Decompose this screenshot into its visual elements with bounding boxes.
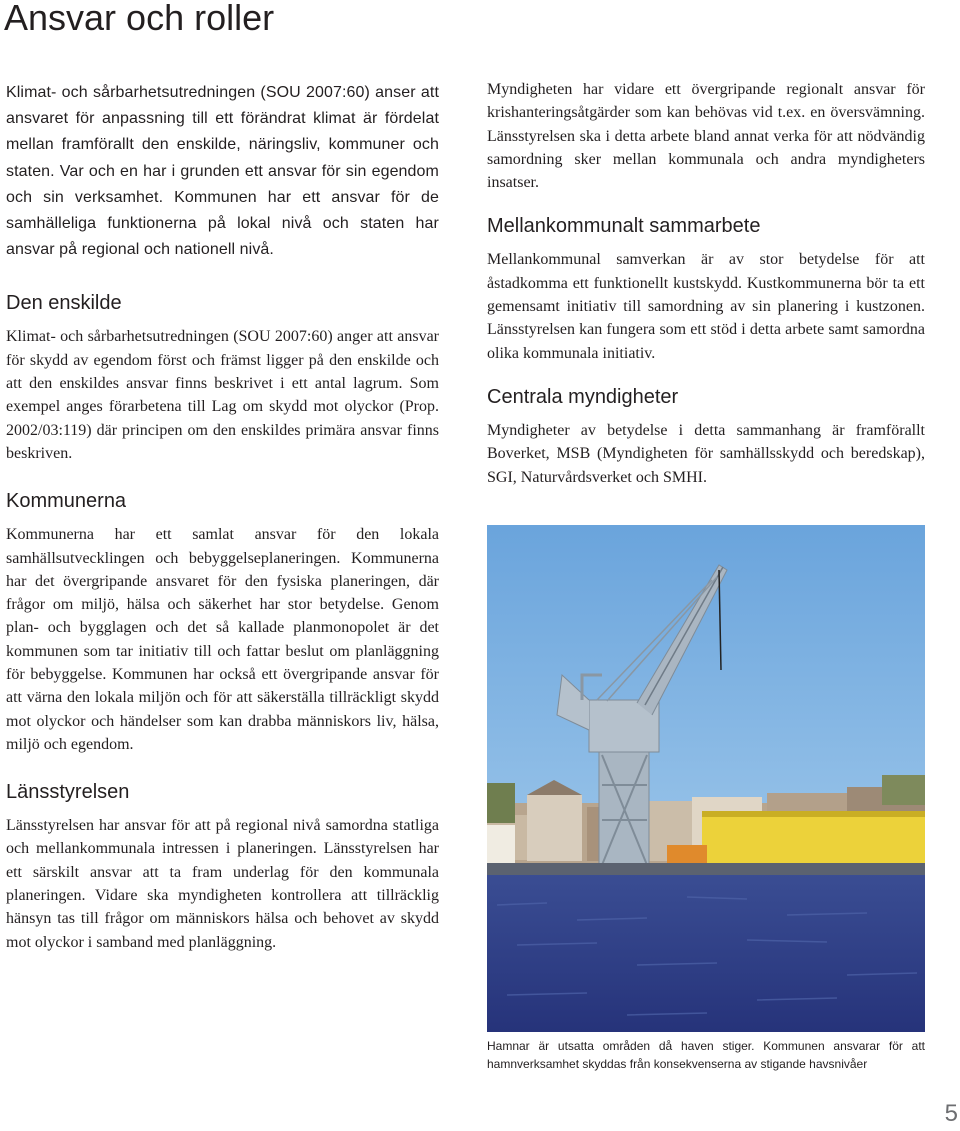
section-text-kommunerna: Kommunerna har ett samlat ansvar för den lokala samhällsutvecklingen och bebyggelseplaneringen. Kommunerna har det övergripande ansvaret för den fysiska planeringen, där frågor om miljö, hälsa och säkerhet har stor betydelse. Genom plan- och bygglagen och det så kallade planmonopolet är det kommunen som tar initiativ till och fattar beslut om planläggning för bebyggelse. Kommunen har också ett övergripande ansvar för att värna den lokala miljön och för att säkerställa tillräckligt skydd mot olyckor och händelser som kan drabba människors liv, hälsa, miljö och egendom. <box>6 526 439 753</box>
right-column <box>487 78 925 509</box>
section-text-centrala-myndigheter: Myndigheter av betydelse i detta sammanhang är framförallt Boverket, MSB (Myndigheten för samhällsskydd och beredskap), SGI, Naturvårdsverket och SMHI. <box>487 421 925 486</box>
section-heading-centrala-myndigheter: Centrala myndigheter <box>487 385 679 408</box>
continued-paragraph: Myndigheten har vidare ett övergripande regionalt ansvar för krishanteringsåtgärder som kan behövas vid t.ex. en översvämning. Länsstyrelsen ska i detta arbete bland annat verka för att nödvändig samordning sker mellan kommunala och andra myndigheters insatser. <box>487 81 925 192</box>
section-heading-den-enskilde: Den enskilde <box>6 292 122 315</box>
section-heading-kommunerna: Kommunerna <box>6 490 127 513</box>
yellow-warehouse <box>702 815 925 867</box>
left-column <box>6 80 439 978</box>
page-title: Ansvar och roller <box>4 0 275 38</box>
intro-paragraph: Klimat- och sårbarhetsutredningen (SOU 2007:60) anser att ansvaret för anpassning till ett förändrat klimat är fördelat mellan framförallt den enskilde, näringsliv, kommuner och staten. Var och en har i grunden ett ansvar för sin egendom och sin verksamhet. Kommunen har ett ansvar för de samhälleliga funktionerna på lokal nivå och staten har ansvar på regional och nationell nivå. <box>6 84 439 259</box>
water <box>487 875 925 1032</box>
section-text-den-enskilde: Klimat- och sårbarhetsutredningen (SOU 2007:60) anger att ansvar för skydd av egendom först och främst ligger på den enskilde och att den enskildes ansvar finns beskrivet i ett antal lagrum. Som exempel anges förarbetena till Lag om skydd mot olyckor (Prop. 2002/03:119) där principen om den enskildes primära ansvar finns beskriven. <box>6 328 439 462</box>
section-text-lansstyrelsen: Länsstyrelsen har ansvar för att på regional nivå samordna statliga och mellankommunala intressen i planeringen. Länsstyrelsen har ett särskilt ansvar att ta fram underlag för den kommunala planeringen. Vidare ska myndigheten kontrollera att tillräcklig hänsyn tas till frågor om människors hälsa och behovet av skydd mot olyckor i samband med planläggning. <box>6 817 439 951</box>
page-number: 5 <box>944 1100 958 1127</box>
harbor-crane-photo <box>487 525 925 1032</box>
section-heading-mellankommunalt: Mellankommunalt sammarbete <box>487 215 761 238</box>
section-text-mellankommunalt: Mellankommunal samverkan är av stor betydelse för att åstadkomma ett funktionellt kustskydd. Kustkommunerna bör ta ett gemensamt initiativ till samordning av sin planering i kustzonen. Länsstyrelsen kan fungera som ett stöd i detta arbete samt samordna olika kommunala initiativ. <box>487 251 925 362</box>
photo-caption: Hamnar är utsatta områden då haven stiger. Kommunen ansvarar för att hamnverksamhet skyddas från konsekvenserna av stigande havsnivåer <box>487 1039 925 1071</box>
section-heading-lansstyrelsen: Länsstyrelsen <box>6 781 130 804</box>
